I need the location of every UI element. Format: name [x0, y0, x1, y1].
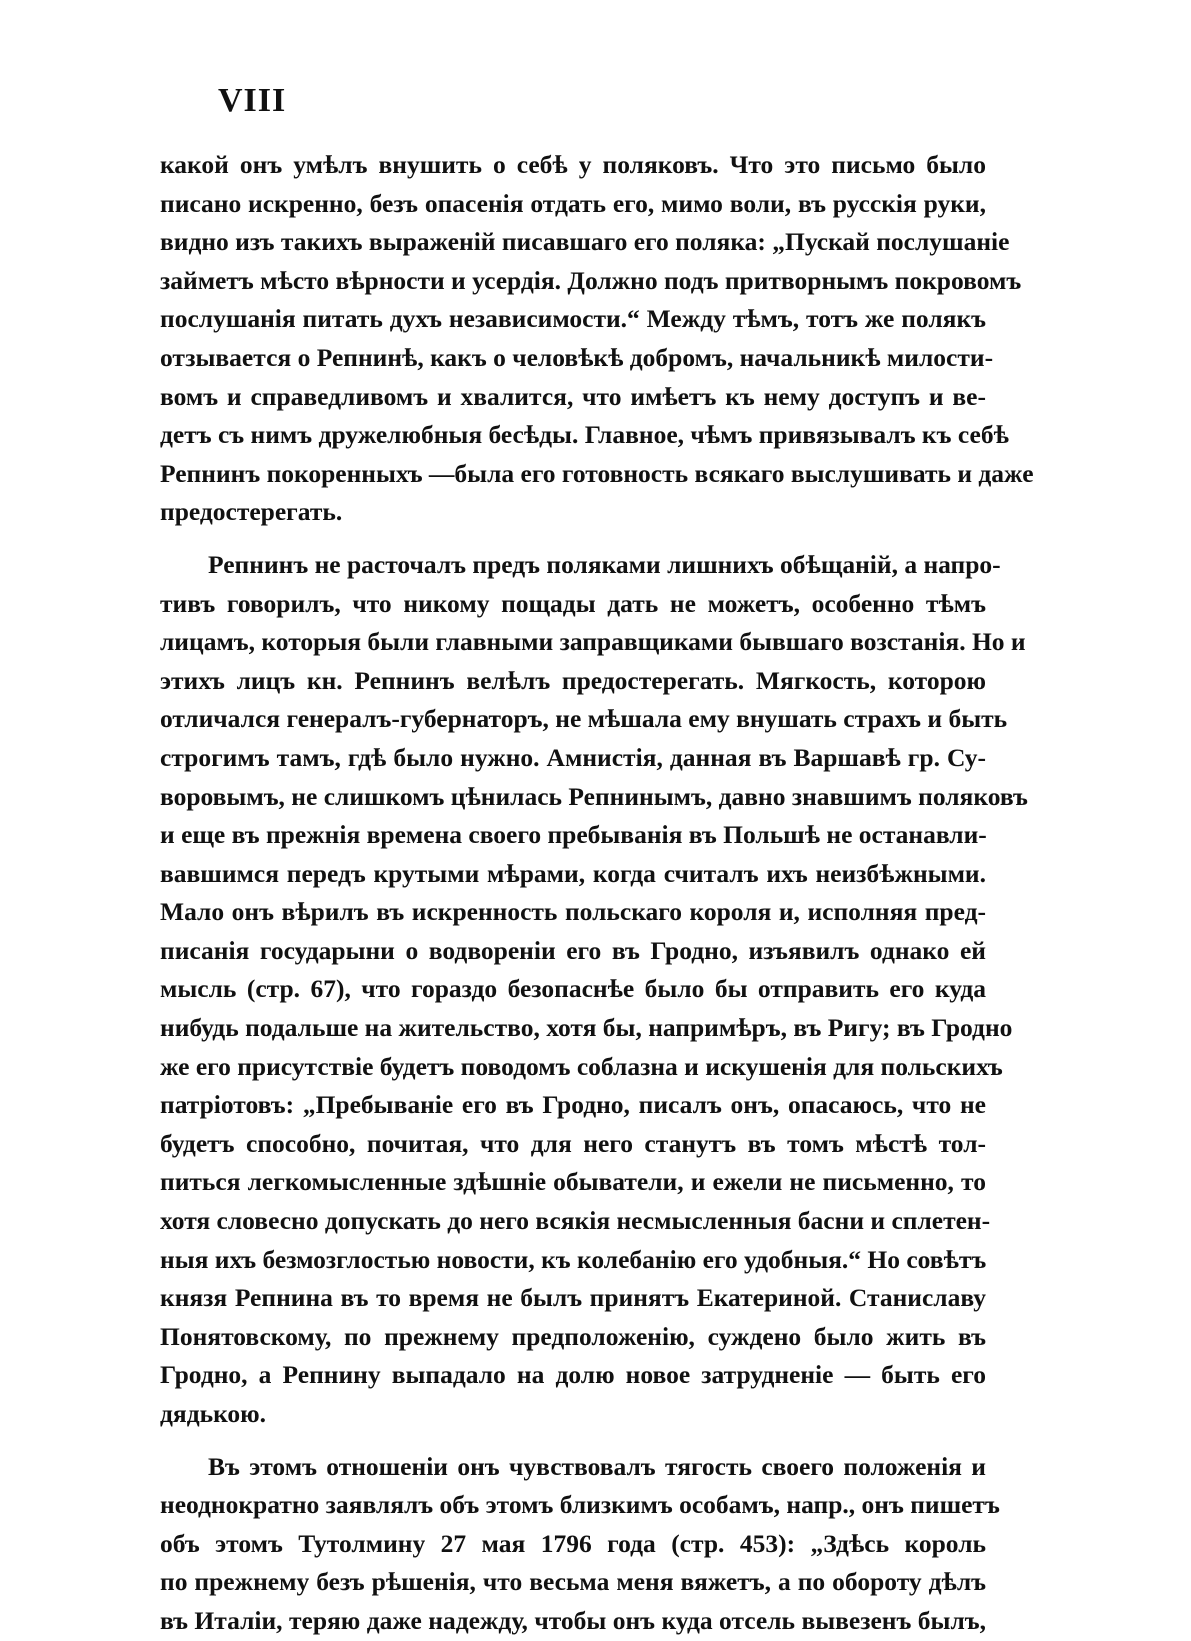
text-line: видно изъ такихъ выраженій писавшаго его поляка: „Пускай послушаніе	[160, 227, 1010, 257]
text-line: вавшимся передъ крутыми мѣрами, когда считалъ ихъ неизбѣжными.	[160, 858, 986, 888]
paragraph-gap	[160, 532, 986, 546]
text-line: Гродно, а Репнину выпадало на долю новое затрудненіе — быть его	[160, 1360, 986, 1390]
text-line: Мало онъ вѣрилъ въ искренность польскаго короля и, исполняя пред-	[160, 897, 986, 927]
text-line: питься легкомысленные здѣшніе обыватели, и ежели не письменно, то	[160, 1167, 986, 1197]
text-line: писано искренно, безъ опасенія отдать его, мимо воли, въ русскія руки,	[160, 188, 986, 218]
text-line: Репнинъ не расточалъ предъ поляками лишнихъ обѣщаній, а напро-	[208, 549, 1001, 579]
text-line: лицамъ, которыя были главными заправщиками бывшаго возстанія. Но и	[160, 627, 1026, 657]
text-line: князя Репнина въ то время не былъ принятъ Екатериной. Станиславу	[160, 1283, 986, 1313]
text-line: отзывается о Репнинѣ, какъ о человѣкѣ добромъ, начальникѣ милости-	[160, 342, 994, 372]
text-line: послушанія питать духъ независимости.“ Между тѣмъ, тотъ же полякъ	[160, 304, 986, 334]
text-line: мысль (стр. 67), что гораздо безопаснѣе было бы отправить его куда	[160, 974, 986, 1004]
text-line: Въ этомъ отношеніи онъ чувствовалъ тягость своего положенія и	[208, 1451, 986, 1481]
paragraph-1	[160, 146, 1034, 532]
paragraph-gap	[160, 1434, 986, 1448]
text-line: патріотовъ: „Пребываніе его въ Гродно, писалъ онъ, опасаюсь, что не	[160, 1090, 986, 1120]
text-line: нибудь подальше на жительство, хотя бы, напримѣръ, въ Ригу; въ Гродно	[160, 1013, 1013, 1043]
text-line: хотя словесно допускать до него всякія несмысленныя басни и сплетен-	[160, 1206, 991, 1236]
paragraph-2	[160, 546, 1028, 1434]
text-line: будетъ способно, почитая, что для него станутъ въ томъ мѣстѣ тол-	[160, 1128, 986, 1158]
text-line: тивъ говорилъ, что никому пощады дать не можетъ, особенно тѣмъ	[160, 588, 986, 618]
paragraph-3	[160, 1448, 1000, 1641]
page-number: VIII	[218, 82, 287, 119]
text-line: займетъ мѣсто вѣрности и усердія. Должно подъ притворнымъ покровомъ	[160, 265, 1022, 295]
text-line: Репнинъ покоренныхъ —была его готовность всякаго выслушивать и даже	[160, 458, 1034, 488]
text-line: какой онъ умѣлъ внушить о себѣ у поляковъ. Что это письмо было	[160, 150, 986, 179]
text-line: строгимъ тамъ, гдѣ было нужно. Амнистія, данная въ Варшавѣ гр. Су-	[160, 742, 986, 772]
text-line: детъ съ нимъ дружелюбныя бесѣды. Главное, чѣмъ привязывалъ къ себѣ	[160, 420, 1009, 450]
text-line: же его присутствіе будетъ поводомъ соблазна и искушенія для польскихъ	[160, 1051, 1003, 1081]
text-line: писанія государыни о водвореніи его въ Гродно, изъявилъ однако ей	[160, 935, 986, 965]
text-line: дядькою.	[160, 1399, 267, 1428]
text-line: по прежнему безъ рѣшенія, что весьма меня вяжетъ, а по обороту дѣлъ	[160, 1567, 986, 1597]
text-line: въ Италіи, теряю даже надежду, чтобы онъ куда отсель вывезенъ былъ,	[160, 1605, 986, 1635]
text-line: вомъ и справедливомъ и хвалится, что имѣетъ къ нему доступъ и ве-	[160, 381, 986, 411]
text-line: предостерегать.	[160, 497, 343, 527]
text-line: Понятовскому, по прежнему предположенію, суждено было жить въ	[160, 1321, 986, 1351]
text-line: этихъ лицъ кн. Репнинъ велѣлъ предостерегать. Мягкость, которою	[160, 665, 986, 695]
text-line: неоднократно заявлялъ объ этомъ близкимъ особамъ, напр., онъ пишетъ	[160, 1490, 1000, 1520]
text-line: объ этомъ Тутолмину 27 мая 1796 года (стр. 453): „Здѣсь король	[160, 1528, 986, 1558]
body-text	[160, 146, 1034, 1641]
text-line: воровымъ, не слишкомъ цѣнилась Репнинымъ, давно знавшимъ поляковъ	[160, 781, 1028, 811]
text-line: отличался генералъ-губернаторъ, не мѣшала ему внушать страхъ и быть	[160, 704, 1008, 734]
text-line: ныя ихъ безмозглостью новости, къ колебанію его удобныя.“ Но совѣтъ	[160, 1244, 987, 1274]
text-line: и еще въ прежнія времена своего пребыванія въ Польшѣ не останавли-	[160, 820, 987, 850]
